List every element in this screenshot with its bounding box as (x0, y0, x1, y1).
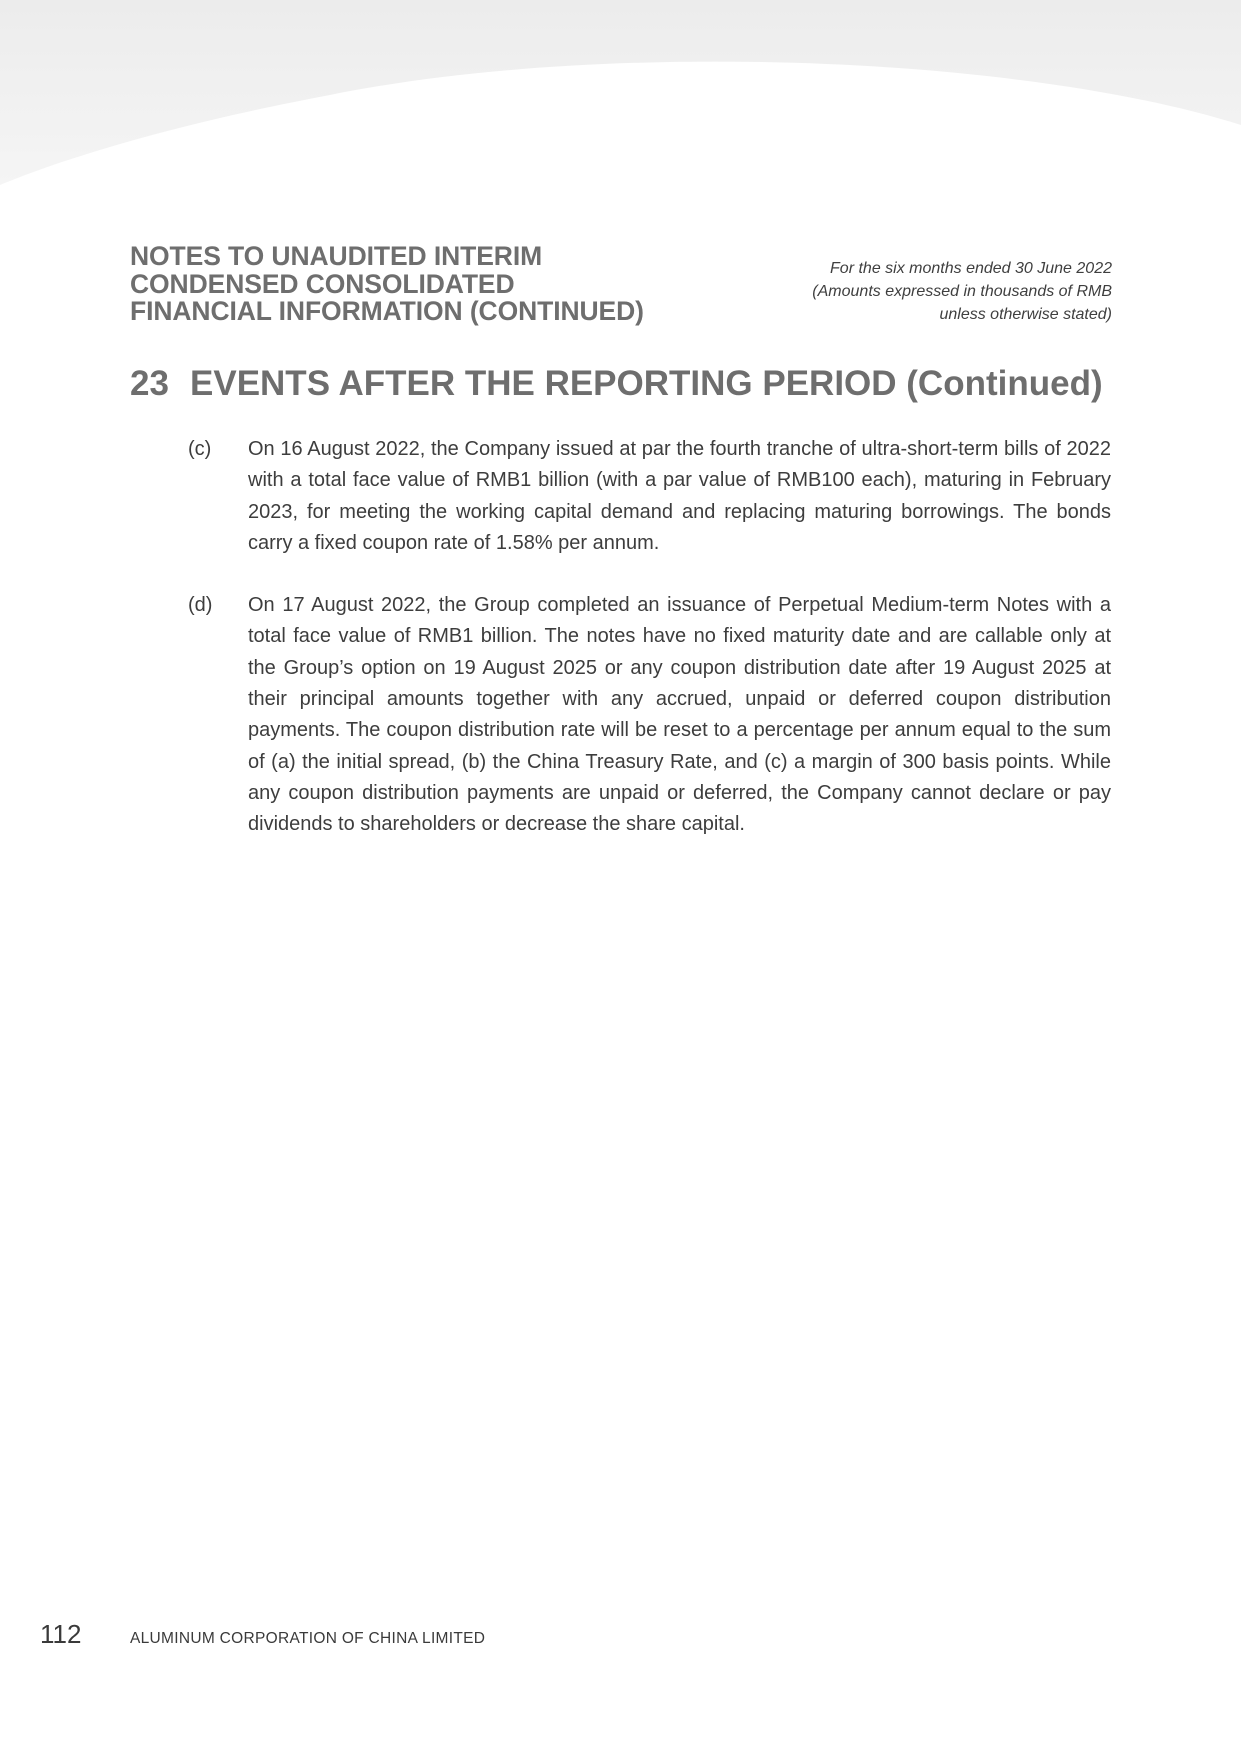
item-label: (d) (188, 594, 213, 617)
company-name: ALUMINUM CORPORATION OF CHINA LIMITED (130, 1630, 486, 1647)
section-number: 23 (130, 364, 169, 403)
item-text: On 17 August 2022, the Group completed an issuance of Perpetual Medium-term Notes with a total face value of RMB1 billion. The notes have no fixed maturity date and are callable only at the Group’s option on 19 August 2025 or any coupon distribution date after 19 August 2025 at their principal amounts together with any accrued, unpaid or deferred coupon distribution payments. The coupon distribution rate will be reset to a percentage per annum equal to the sum of (a) the initial spread, (b) the China Treasury Rate, and (c) a margin of 300 basis points. While any coupon distribution payments are unpaid or deferred, the Company cannot declare or pay dividends to shareholders or decrease the share capital. (248, 594, 1111, 836)
page-number: 112 (40, 1619, 82, 1649)
item-label: (c) (188, 438, 212, 460)
section-title: EVENTS AFTER THE REPORTING PERIOD (Continued) (190, 364, 1103, 403)
item-text: On 16 August 2022, the Company issued at par the fourth tranche of ultra-short-term bills of 2022 with a total face value of RMB1 billion (with a par value of RMB100 each), maturing in February 2023, for meeting the working capital demand and replacing maturing borrowings. The bonds carry a fixed coupon rate of 1.58% per annum. (248, 438, 1111, 554)
page-footer (40, 1619, 485, 1650)
section-heading (130, 362, 1120, 406)
header-title-line: FINANCIAL INFORMATION (CONTINUED) (130, 296, 644, 326)
events-list (188, 434, 1111, 872)
period-note-line: unless otherwise stated) (939, 306, 1112, 323)
period-note-line: (Amounts expressed in thousands of RMB (812, 283, 1112, 300)
list-item (188, 434, 1111, 559)
period-note-line: For the six months ended 30 June 2022 (830, 260, 1112, 277)
header-title-line: CONDENSED CONSOLIDATED (130, 268, 515, 299)
period-note (692, 257, 1112, 326)
header-title-line: NOTES TO UNAUDITED INTERIM (130, 241, 543, 271)
decorative-header-band (0, 0, 1241, 200)
running-header-title (130, 243, 690, 326)
list-item (188, 590, 1111, 840)
